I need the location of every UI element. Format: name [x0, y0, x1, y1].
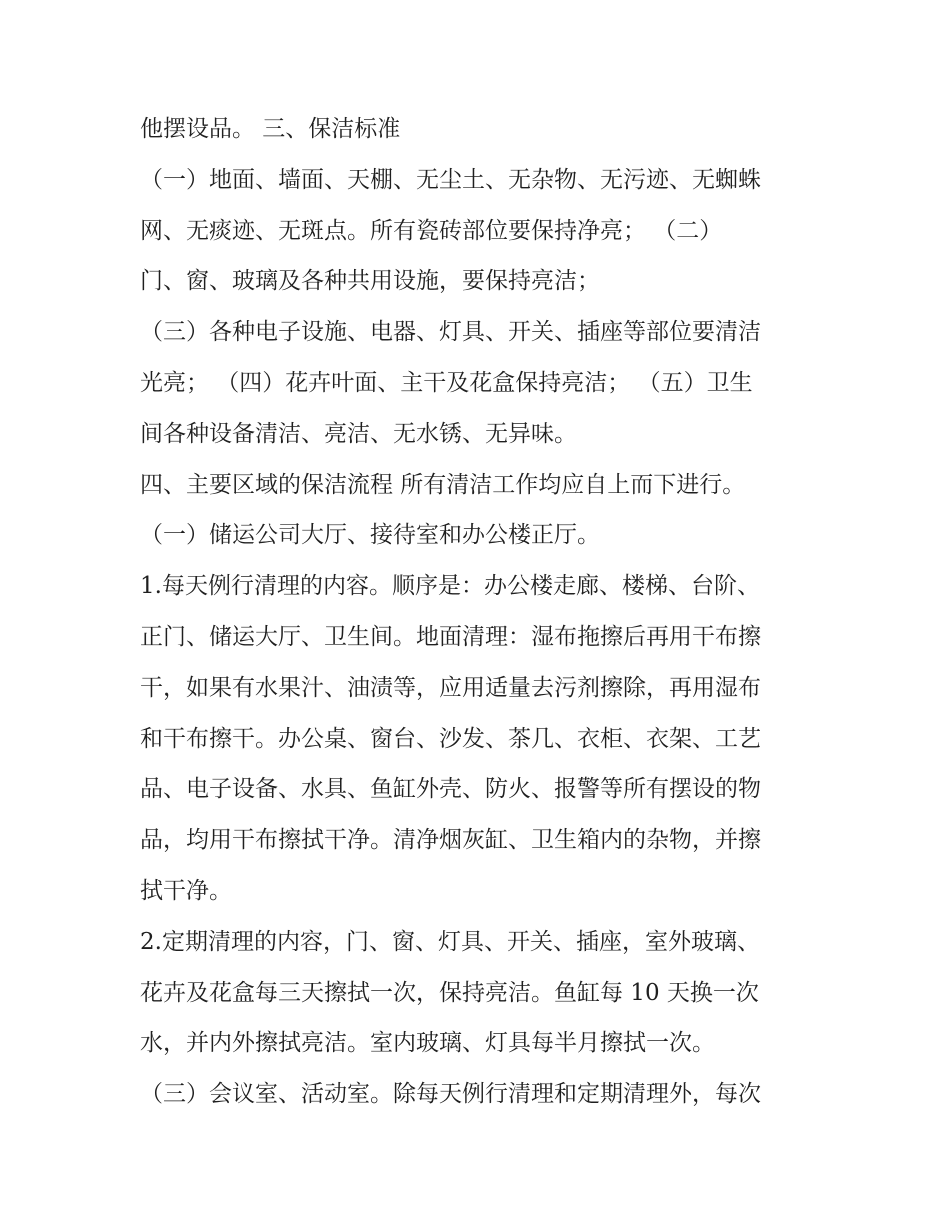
- text-line-10: 1.每天例行清理的内容。顺序是：办公楼走廊、楼梯、台阶、: [140, 573, 760, 600]
- document-body: [140, 104, 830, 1120]
- text-line-4: 门、窗、玻璃及各种共用设施，要保持亮洁；: [140, 268, 600, 295]
- text-line-11: 正门、储运大厅、卫生间。地面清理：湿布拖擦后再用干布擦: [140, 623, 761, 650]
- text-line-9: （一）储运公司大厅、接待室和办公楼正厅。: [140, 522, 600, 549]
- text-line-18: 花卉及花盒每三天擦拭一次，保持亮洁。鱼缸每 10 天换一次: [140, 979, 759, 1006]
- text-line-19: 水，并内外擦拭亮洁。室内玻璃、灯具每半月擦拭一次。: [140, 1030, 715, 1057]
- text-line-5: （三）各种电子设施、电器、灯具、开关、插座等部位要清洁: [140, 319, 761, 346]
- text-line-20: （三）会议室、活动室。除每天例行清理和定期清理外，每次: [140, 1081, 761, 1108]
- text-line-15: 品，均用干布擦拭干净。清净烟灰缸、卫生箱内的杂物，并擦: [140, 827, 761, 854]
- text-line-17: 2.定期清理的内容，门、窗、灯具、开关、插座，室外玻璃、: [140, 928, 760, 955]
- text-line-7: 间各种设备清洁、亮洁、无水锈、无异味。: [140, 420, 577, 447]
- text-line-3: 网、无痰迹、无斑点。所有瓷砖部位要保持净亮； （二）: [140, 217, 723, 244]
- text-line-14: 品、电子设备、水具、鱼缸外壳、防火、报警等所有摆设的物: [140, 776, 761, 803]
- text-line-1: 他摆设品。 三、保洁标准: [140, 116, 401, 142]
- text-line-13: 和干布擦干。办公桌、窗台、沙发、茶几、衣柜、衣架、工艺: [140, 725, 761, 752]
- text-line-2: （一）地面、墙面、天棚、无尘土、无杂物、无污迹、无蜘蛛: [140, 166, 761, 193]
- text-line-6: 光亮； （四）花卉叶面、主干及花盒保持亮洁； （五）卫生: [140, 369, 753, 396]
- text-line-12: 干，如果有水果汁、油渍等，应用适量去污剂擦除，再用湿布: [140, 674, 761, 701]
- text-line-16: 拭干净。: [140, 877, 232, 904]
- text-line-8: 四、主要区域的保洁流程 所有清洁工作均应自上而下进行。: [140, 471, 746, 498]
